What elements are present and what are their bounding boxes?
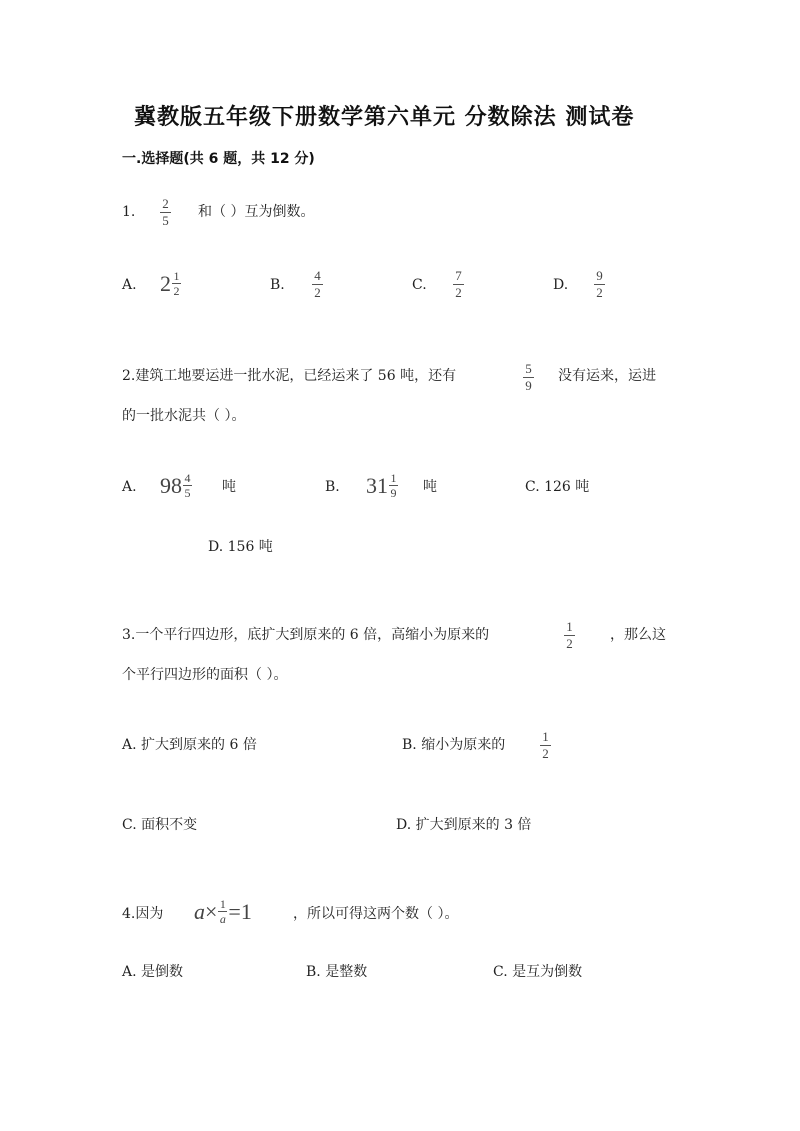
q3-line2: 个平行四边形的面积（ ）。 [122, 667, 288, 683]
q1-option-a-value: 2 1 2 [160, 269, 180, 298]
q2-option-d: D. 156 吨 [208, 539, 273, 555]
q4-option-b: B. 是整数 [306, 964, 368, 980]
q1-option-d-label: D. [553, 277, 569, 293]
q4-tail: ，所以可得这两个数（ ）。 [293, 906, 459, 922]
section-heading: 一.选择题(共 6 题，共 12 分) [122, 151, 315, 167]
q4-lead: 4.因为 [122, 906, 164, 922]
q4-option-c: C. 是互为倒数 [493, 964, 583, 980]
q1-option-a-label: A. [122, 277, 137, 293]
q2-line1-end: 没有运来，运进 [558, 368, 656, 384]
q1-option-c-value: 7 2 [453, 269, 464, 300]
q1-number: 1. [122, 204, 136, 220]
q4-equation: a × 1 a =1 [194, 897, 252, 926]
q3-line1-end: ，那么这 [610, 627, 666, 643]
q1-text: 和（ ）互为倒数。 [198, 204, 315, 220]
q2-option-a-unit: 吨 [222, 479, 236, 495]
q3-option-c: C. 面积不变 [122, 817, 198, 833]
q3-fraction: 1 2 [564, 620, 575, 651]
q2-option-a-label: A. [122, 479, 137, 495]
q2-fraction: 5 9 [523, 362, 534, 393]
q2-option-b-unit: 吨 [423, 479, 437, 495]
q3-line1-start: 3.一个平行四边形，底扩大到原来的 6 倍，高缩小为原来的 [122, 627, 490, 643]
q3-option-d: D. 扩大到原来的 3 倍 [396, 817, 532, 833]
q1-option-b-label: B. [270, 277, 285, 293]
q2-option-b-value: 31 1 9 [366, 471, 397, 500]
q1-fraction: 2 5 [160, 197, 171, 228]
q3-option-b-fraction: 1 2 [540, 730, 551, 761]
q2-option-b-label: B. [325, 479, 340, 495]
page-title: 冀教版五年级下册数学第六单元 分数除法 测试卷 [134, 105, 635, 130]
q1-option-b-value: 4 2 [312, 269, 323, 300]
q3-option-a: A. 扩大到原来的 6 倍 [122, 737, 257, 753]
q2-option-c: C. 126 吨 [525, 479, 590, 495]
q2-line1-start: 2.建筑工地要运进一批水泥，已经运来了 56 吨，还有 [122, 368, 457, 384]
q1-option-d-value: 9 2 [594, 269, 605, 300]
q1-option-c-label: C. [412, 277, 427, 293]
q4-option-a: A. 是倒数 [122, 964, 184, 980]
q2-line2: 的一批水泥共（ ）。 [122, 408, 246, 424]
q2-option-a-value: 98 4 5 [160, 471, 191, 500]
q3-option-b: B. 缩小为原来的 [402, 737, 506, 753]
